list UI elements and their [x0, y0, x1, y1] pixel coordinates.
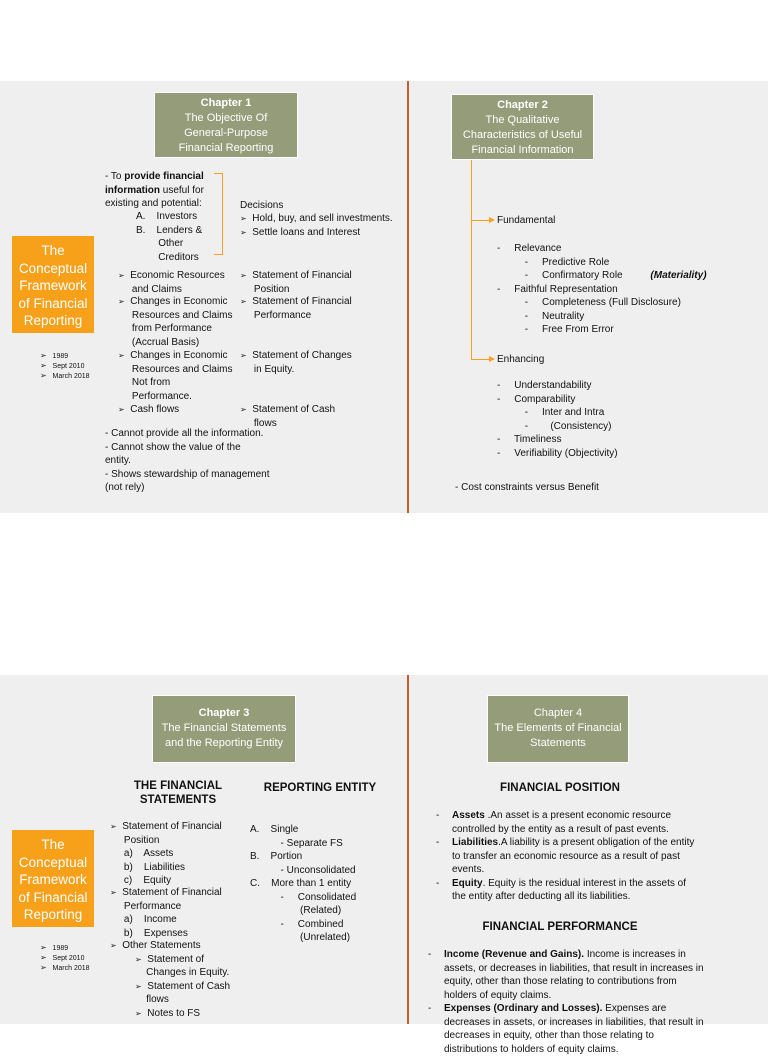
financial-position-heading: FINANCIAL POSITION	[500, 782, 620, 794]
income-definition: - Income (Revenue and Gains). Income is increases in assets, or decreases in liabilities, that result in increases in equity, other than those relating to contributions from holders of equity claims.	[428, 949, 704, 1001]
chapter-4-line1: The Elements of Financial	[494, 722, 622, 734]
left-item-1: ➢ Economic Resources and Claims	[118, 270, 225, 295]
expenses-definition: - Expenses (Ordinary and Losses). Expenses are decreases in assets, or increases in liabilities, that result in decreases in equity, other than those relating to distributions to holders of equity claims.	[428, 1003, 704, 1055]
right-item-1: ➢ Statement of Financial Position	[240, 270, 352, 295]
left-item-text: Cash flows	[130, 404, 180, 415]
right-item-text: Statement of Financial	[252, 270, 352, 281]
fs-text: Other Statements	[122, 940, 201, 951]
right-item-text: Statement of Changes	[252, 350, 352, 361]
framework-line: The	[41, 243, 65, 258]
users-list	[136, 210, 202, 264]
re-item: B. Portion	[250, 851, 303, 862]
chapter-1-heading: Chapter 1	[200, 97, 252, 109]
free-from-error: Free From Error	[542, 324, 614, 335]
arrow-right-icon	[489, 217, 495, 223]
re-item: A. Single	[250, 824, 299, 835]
income-text: Income is increases in assets, or decreases in liabilities, that result in increases in equity, other than those relating to contributions from holders of equity claims.	[444, 949, 704, 1001]
right-item-2: ➢ Statement of Financial Performance	[240, 296, 352, 321]
fs-sub: Notes to FS	[147, 1007, 201, 1019]
chapter-2-line1: The Qualitative	[485, 114, 560, 126]
left-item-3: ➢ Changes in Economic Resources and Claims Not from Performance.	[118, 350, 233, 402]
framework-line: of Financial	[18, 295, 88, 311]
framework-line: The	[41, 837, 65, 852]
fs-sub: b) Liabilities	[123, 861, 186, 873]
purpose-bold1: provide financial	[124, 171, 204, 182]
limit-line: (not rely)	[105, 482, 145, 493]
right-item-text: Statement of Financial	[252, 296, 352, 307]
fs-sub: flows	[146, 994, 169, 1005]
limit-line: - Cannot provide all the information.	[105, 428, 264, 439]
chapter-2-box	[451, 94, 594, 160]
predictive-role: Predictive Role	[542, 256, 610, 268]
reporting-entity-heading: REPORTING ENTITY	[263, 782, 377, 794]
other-statements-item: ➢ Other Statements ➢ Statement of Changes in Equity. ➢ Statement of Cash flows ➢ Notes to FS	[110, 940, 231, 1019]
limit-line: entity.	[105, 455, 131, 466]
year-2010: Sept 2010	[52, 955, 85, 962]
fs-position-item: ➢ Statement of Financial Position a) Assets b) Liabilities c) Equity	[110, 821, 222, 886]
right-item-text: Position	[253, 283, 290, 295]
comparability: Comparability	[514, 393, 576, 405]
expenses-term: Expenses (Ordinary and Losses).	[444, 1003, 603, 1014]
fs-sub: a) Assets	[123, 848, 174, 859]
expenses-text: Expenses are decreases in assets, or increases in liabilities, that result in decreases in equity, other than those relating to distributions to holders of equity claims.	[444, 1003, 704, 1055]
fs-sub: c) Equity	[123, 875, 172, 886]
neutrality: Neutrality	[542, 310, 585, 322]
chapter-3-line1: The Financial Statements	[161, 722, 287, 734]
chapter-3-box	[152, 695, 296, 763]
chapter-1-line3: Financial Reporting	[178, 142, 274, 154]
re-sub: Consolidated	[297, 891, 357, 903]
year-1989: 1989	[52, 353, 69, 360]
left-item-text: Performance.	[131, 390, 192, 402]
financial-performance-heading: FINANCIAL PERFORMANCE	[482, 921, 638, 933]
equity-definition: - Equity. Equity is the residual interest in the assets of the entity after deducting all its liabilities.	[436, 877, 686, 902]
right-item-text: Performance	[253, 309, 312, 321]
limit-line: - Shows stewardship of management	[105, 468, 270, 480]
slide-chapters-1-2	[0, 81, 768, 513]
fs-heading-line: STATEMENTS	[139, 794, 217, 806]
framework-line: Conceptual	[18, 854, 88, 870]
elements-position-list	[436, 809, 696, 904]
tree-connector-enhancing	[471, 359, 491, 360]
fs-text: Performance	[123, 900, 182, 912]
chapter-4-heading: Chapter 4	[533, 707, 583, 719]
year-2018: March 2018	[52, 373, 90, 380]
chapter-4-box	[487, 695, 629, 763]
framework-line: Reporting	[23, 907, 83, 922]
framework-box	[12, 830, 94, 927]
decision-item: Settle loans and Interest	[252, 226, 361, 238]
framework-line: Conceptual	[18, 260, 88, 276]
financial-statements-heading	[118, 779, 238, 807]
cost-constraint: - Cost constraints versus Benefit	[455, 482, 599, 493]
user-other: Other	[136, 238, 184, 249]
slide-chapters-3-4	[0, 675, 768, 1055]
chapter-2-line3: Financial Information	[471, 144, 574, 156]
fs-sub: b) Expenses	[123, 927, 188, 939]
confirmatory-role: Confirmatory Role	[542, 270, 623, 281]
framework-line: Framework	[19, 278, 87, 293]
purpose-statement	[105, 170, 204, 211]
year-2018: March 2018	[52, 965, 90, 972]
fundamental-label: Fundamental	[497, 215, 556, 226]
liabilities-text: .A liability is a present obligation of the entity to transfer an economic resource as a result of past events.	[452, 837, 695, 875]
relevance: Relevance	[514, 243, 562, 254]
purpose-pre: - To	[105, 171, 125, 182]
assets-term: Assets	[452, 810, 485, 821]
limitations	[105, 427, 270, 495]
chapter-2-heading: Chapter 2	[497, 99, 548, 111]
left-item-text: Economic Resources	[130, 270, 225, 281]
framework-line: Framework	[19, 872, 87, 887]
framework-line: Reporting	[23, 313, 83, 328]
fs-text: Position	[123, 834, 160, 846]
year-1989: 1989	[52, 945, 69, 952]
re-sub: (Unrelated)	[300, 932, 351, 943]
fs-text: Statement of Financial	[122, 887, 222, 898]
user-investors: A. Investors	[136, 211, 198, 222]
version-history: ➢ 1989 ➢ Sept 2010 ➢ March 2018	[40, 943, 90, 972]
assets-text: .An asset is a present economic resource controlled by the entity as a result of past events.	[452, 810, 672, 835]
timeliness: Timeliness	[514, 434, 562, 445]
right-item-3: ➢ Statement of Changes in Equity.	[240, 350, 352, 375]
left-item-text: Not from	[131, 377, 171, 388]
enhancing-label: Enhancing	[497, 354, 545, 365]
re-item: - Separate FS	[250, 837, 343, 849]
completeness: Completeness (Full Disclosure)	[542, 297, 681, 308]
left-item-text: Resources and Claims	[131, 309, 233, 321]
tree-connector-vertical	[471, 160, 472, 360]
left-item-text: from Performance	[131, 323, 212, 334]
decisions-list: ➢ Hold, buy, and sell investments. ➢ Settle loans and Interest	[240, 213, 393, 238]
version-history: ➢ 1989 ➢ Sept 2010 ➢ March 2018	[40, 351, 90, 380]
right-item-text: in Equity.	[253, 363, 295, 375]
limit-line: - Cannot show the value of the	[105, 441, 241, 453]
purpose-post: useful for	[160, 184, 204, 196]
liabilities-definition: - Liabilities.A liability is a present obligation of the entity to transfer an economic resource as a result of past events.	[436, 837, 695, 875]
reporting-entity-list: A. Single - Separate FS B. Portion - Unconsolidated C. More than 1 entity - Consolidated (Related) - Combined (Unrelated)	[250, 824, 357, 943]
fs-text: Statement of Financial	[122, 821, 222, 832]
decisions-title: Decisions	[240, 200, 284, 211]
re-item: C. More than 1 entity	[250, 878, 352, 889]
fundamental-list: - Relevance - Predictive Role - Confirmatory Role (Materiality) - Faithful Representation - Completeness (Full Disclosure) - Neutrality - Free From Error	[497, 243, 707, 335]
faithful-representation: Faithful Representation	[514, 283, 618, 295]
user-creditors: Creditors	[136, 251, 199, 263]
right-item-text: flows	[253, 417, 277, 429]
income-term: Income (Revenue and Gains).	[444, 949, 585, 960]
inter-intra: Inter and Intra	[542, 407, 605, 418]
understandability: Understandability	[514, 380, 592, 391]
chapter-1-box	[154, 92, 298, 158]
materiality: (Materiality)	[650, 270, 707, 281]
verifiability: Verifiability (Objectivity)	[514, 447, 618, 459]
fs-performance-item: ➢ Statement of Financial Performance a) Income b) Expenses	[110, 887, 222, 939]
users-brace	[214, 173, 223, 255]
fs-sub: Statement of Cash	[147, 980, 231, 992]
chapter-1-line2: General-Purpose	[184, 127, 268, 139]
purpose-line3: existing and potential:	[105, 198, 202, 209]
chapter-2-line2: Characteristics of Useful	[462, 129, 583, 141]
vertical-divider	[407, 675, 409, 1024]
left-item-text: (Accrual Basis)	[131, 336, 200, 348]
equity-term: Equity	[452, 877, 483, 889]
right-item-4: ➢ Statement of Cash flows	[240, 404, 336, 429]
elements-performance-list	[428, 948, 706, 1056]
enhancing-list: - Understandability - Comparability - Inter and Intra - (Consistency) - Timeliness - Verifiability (Objectivity)	[497, 380, 618, 459]
equity-text: . Equity is the residual interest in the assets of the entity after deducting all its liabilities.	[452, 877, 686, 902]
chapter-3-heading: Chapter 3	[198, 707, 250, 719]
right-item-text: Statement of Cash	[252, 404, 336, 415]
re-sub: (Related)	[300, 905, 342, 916]
fs-sub: a) Income	[123, 914, 177, 925]
user-lenders: B. Lenders &	[136, 224, 203, 236]
re-sub: Combined	[297, 918, 344, 930]
decision-item: Hold, buy, and sell investments.	[252, 213, 393, 224]
fs-heading-line: THE FINANCIAL	[133, 780, 223, 792]
chapter-1-line1: The Objective Of	[184, 112, 268, 124]
year-2010: Sept 2010	[52, 363, 85, 370]
left-item-4: ➢ Cash flows	[118, 404, 180, 415]
fs-sub: Statement of	[147, 953, 204, 965]
framework-box	[12, 236, 94, 333]
left-item-text: Resources and Claims	[131, 363, 233, 375]
assets-definition: - Assets .An asset is a present economic resource controlled by the entity as a result of past events.	[436, 810, 672, 835]
tree-connector-fundamental	[471, 220, 491, 221]
liabilities-term: Liabilities	[452, 837, 499, 848]
left-item-text: Changes in Economic	[130, 350, 228, 361]
purpose-bold2: information	[105, 184, 160, 196]
vertical-divider	[407, 81, 409, 513]
arrow-right-icon	[489, 356, 495, 362]
chapter-3-line2: and the Reporting Entity	[164, 737, 284, 749]
left-item-text: Changes in Economic	[130, 296, 228, 307]
chapter-4-line2: Statements	[530, 737, 586, 749]
left-item-text: and Claims	[131, 283, 182, 295]
re-item: - Unconsolidated	[250, 864, 356, 876]
fs-sub: Changes in Equity.	[146, 967, 230, 978]
left-item-2: ➢ Changes in Economic Resources and Claims from Performance (Accrual Basis)	[118, 296, 233, 348]
framework-line: of Financial	[18, 889, 88, 905]
consistency: (Consistency)	[550, 420, 612, 432]
